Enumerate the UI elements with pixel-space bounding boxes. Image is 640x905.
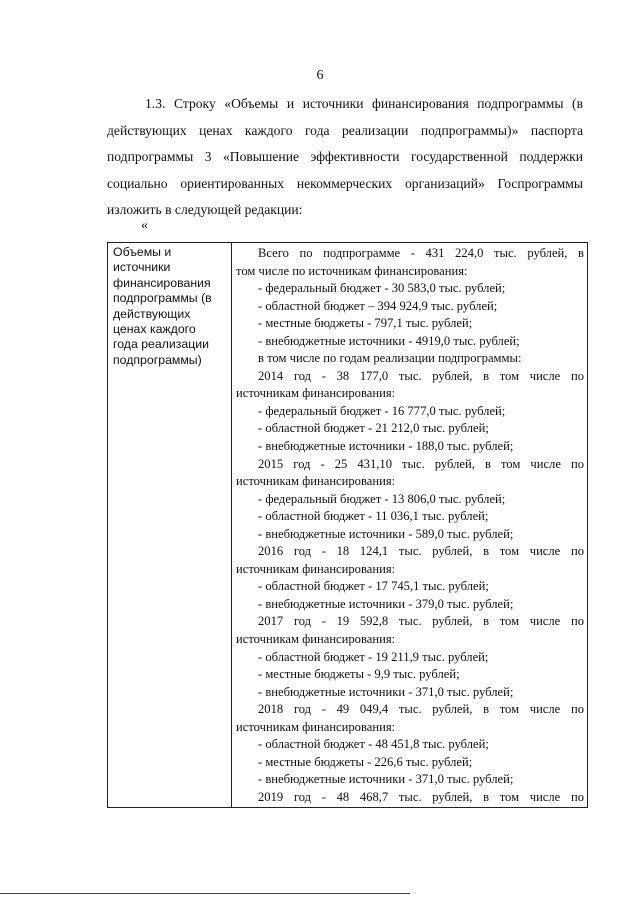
passport-table xyxy=(107,242,588,808)
content-line: - областной бюджет - 48 451,8 тыс. рублей; xyxy=(258,737,489,752)
content-cell xyxy=(232,243,588,808)
content-line: - федеральный бюджет - 30 583,0 тыс. рублей; xyxy=(258,281,506,296)
footer-rule xyxy=(0,893,410,894)
content-line: - внебюджетные источники - 379,0 тыс. рублей; xyxy=(258,596,514,611)
content-line: источникам финансирования: xyxy=(236,561,396,576)
content-line: - внебюджетные источники - 589,0 тыс. рублей; xyxy=(258,526,514,541)
label-line: ценах каждого xyxy=(113,322,196,337)
content-line: источникам финансирования: xyxy=(236,474,396,489)
content-line: 2014 год - 38 177,0 тыс. рублей, в том числе по xyxy=(258,368,584,383)
content-line: 2015 год - 25 431,10 тыс. рублей, в том числе по xyxy=(258,456,584,471)
content-line: - внебюджетные источники - 371,0 тыс. рублей; xyxy=(258,684,514,699)
content-line: - местные бюджеты - 226,6 тыс. рублей; xyxy=(258,754,473,769)
content-line: - внебюджетные источники - 371,0 тыс. рублей; xyxy=(258,772,514,787)
opening-quote: « xyxy=(141,218,148,233)
content-line: - местные бюджеты - 9,9 тыс. рублей; xyxy=(258,667,460,682)
label-line: подпрограммы (в xyxy=(113,291,212,306)
label-line: подпрограммы) xyxy=(113,352,202,367)
content-line: источникам финансирования: xyxy=(236,632,396,647)
content-line: - областной бюджет - 17 745,1 тыс. рублей; xyxy=(258,579,489,594)
content-line: - федеральный бюджет - 16 777,0 тыс. рублей; xyxy=(258,403,506,418)
content-line: - областной бюджет - 21 212,0 тыс. рублей; xyxy=(258,421,489,436)
content-line: - местные бюджеты - 797,1 тыс. рублей; xyxy=(258,316,473,331)
page-number: 6 xyxy=(316,68,324,83)
content-line: 2018 год - 49 049,4 тыс. рублей, в том числе по xyxy=(258,702,584,717)
row-label xyxy=(108,243,231,368)
content-line: 2019 год - 48 468,7 тыс. рублей, в том числе по xyxy=(258,789,584,804)
table-row xyxy=(108,243,588,808)
intro-line: действующих ценах каждого года реализации подпрограммы)» паспорта xyxy=(107,122,583,138)
intro-line: 1.3. Строку «Объемы и источники финансирования подпрограммы (в xyxy=(145,96,583,111)
intro-line: подпрограммы 3 «Повышение эффективности государственной поддержки xyxy=(107,149,583,164)
funding-details xyxy=(232,243,587,807)
content-line: - областной бюджет - 11 036,1 тыс. рублей; xyxy=(258,509,489,524)
content-line: 2017 год - 19 592,8 тыс. рублей, в том числе по xyxy=(258,614,584,629)
content-line: Всего по подпрограмме - 431 224,0 тыс. рублей, в xyxy=(258,246,584,260)
content-line: - внебюджетные источники - 4919,0 тыс. рублей; xyxy=(258,333,520,348)
label-cell xyxy=(108,243,232,808)
content-line: - областной бюджет - 19 211,9 тыс. рублей; xyxy=(258,649,489,664)
content-line: 2016 год - 18 124,1 тыс. рублей, в том числе по xyxy=(258,544,584,559)
label-line: источники xyxy=(113,260,171,275)
label-line: финансирования xyxy=(113,275,211,290)
content-line: - областной бюджет – 394 924,9 тыс. рублей; xyxy=(258,298,498,313)
intro-paragraph xyxy=(107,91,583,224)
intro-line: социально ориентированных некоммерческих организаций» Госпрограммы xyxy=(107,175,583,191)
label-line: Объемы и xyxy=(113,245,172,259)
content-line: том числе по источникам финансирования: xyxy=(236,263,468,278)
content-line: - внебюджетные источники - 188,0 тыс. рублей; xyxy=(258,439,514,454)
intro-line: изложить в следующей редакции: xyxy=(107,202,303,217)
content-line: в том числе по годам реализации подпрограммы: xyxy=(258,351,522,366)
content-line: источникам финансирования: xyxy=(236,719,396,734)
content-line: источникам финансирования: xyxy=(236,386,396,401)
label-line: действующих xyxy=(113,306,191,321)
label-line: года реализации xyxy=(113,337,210,352)
content-line: - федеральный бюджет - 13 806,0 тыс. рублей; xyxy=(258,491,506,506)
